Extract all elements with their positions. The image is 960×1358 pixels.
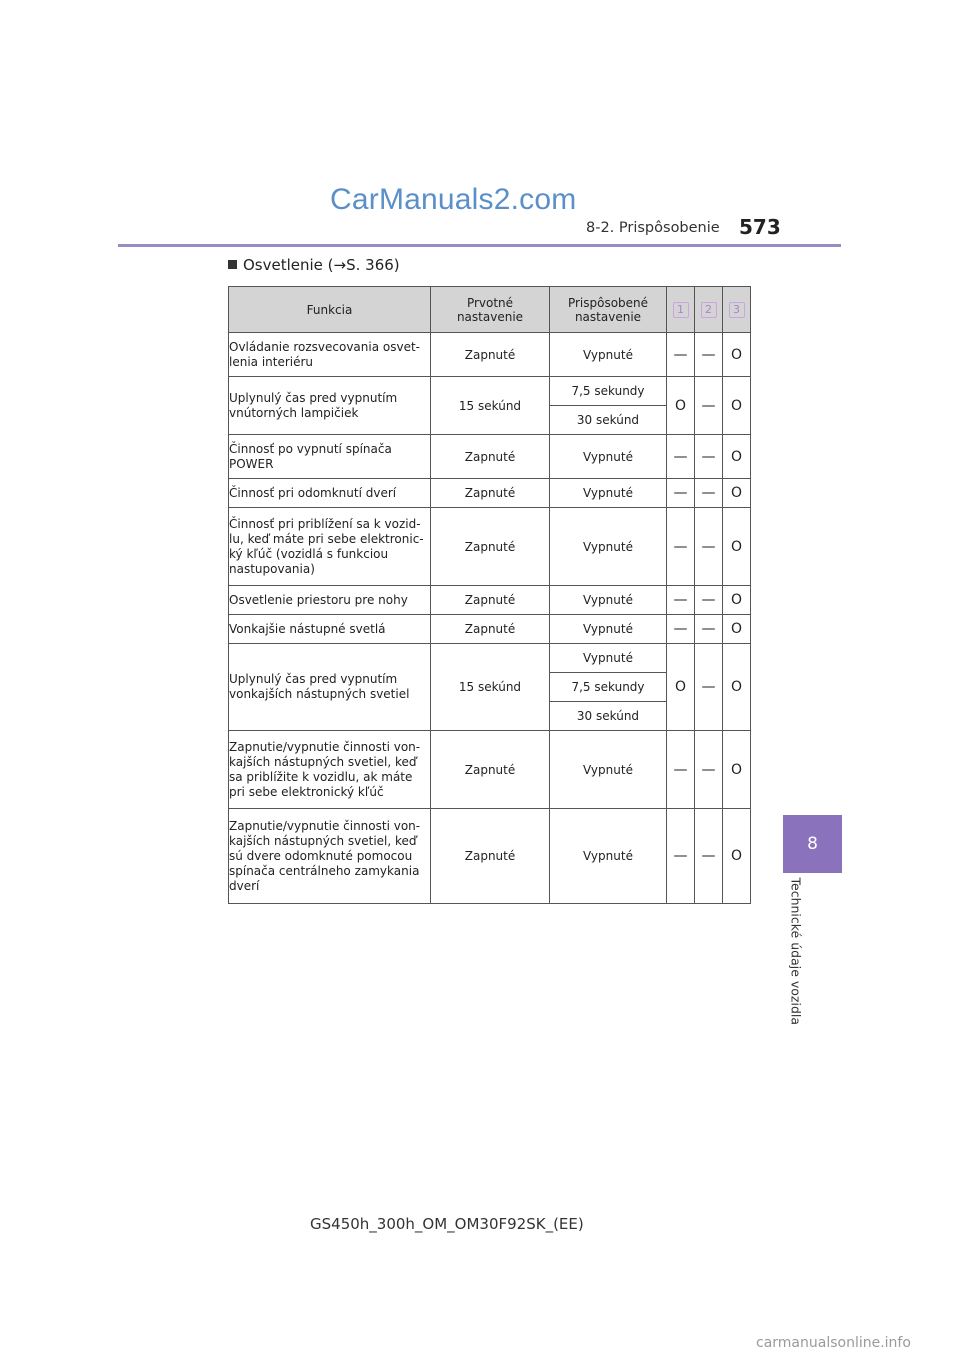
table-row (229, 508, 751, 586)
row-default: Zapnuté (431, 615, 550, 644)
row-mark-1: O (667, 377, 695, 435)
row-default: Zapnuté (431, 333, 550, 377)
section-heading-text: Osvetlenie (→S. 366) (243, 256, 400, 274)
row-custom: Vypnuté (550, 508, 667, 586)
header-col-2 (695, 287, 723, 333)
row-mark-2: — (695, 586, 723, 615)
watermark-carmanualsonline: carmanualsonline.info (756, 1335, 911, 1351)
table-row (229, 615, 751, 644)
row-custom-option: Vypnuté (550, 644, 667, 673)
row-mark-1: — (667, 435, 695, 479)
settings-table (228, 286, 751, 904)
row-default: 15 sekúnd (431, 377, 550, 435)
row-mark-3: O (723, 615, 751, 644)
row-mark-2: — (695, 508, 723, 586)
row-mark-3: O (723, 377, 751, 435)
number-3-icon: 3 (729, 302, 745, 318)
row-default: Zapnuté (431, 479, 550, 508)
row-default: 15 sekúnd (431, 644, 550, 731)
header-custom: Prispôsobené nastavenie (550, 287, 667, 333)
row-default: Zapnuté (431, 731, 550, 809)
row-function: Zapnutie/vypnutie činnosti von-kajších nástupných svetiel, keď sa priblížite k vozidlu, ak máte pri sebe elektronický kľúč (229, 731, 431, 809)
row-function: Činnosť pri odomknutí dverí (229, 479, 431, 508)
row-mark-1: O (667, 644, 695, 731)
table-row (229, 479, 751, 508)
row-mark-1: — (667, 508, 695, 586)
row-mark-1: — (667, 615, 695, 644)
row-mark-2: — (695, 479, 723, 508)
row-function: Činnosť pri priblížení sa k vozid-lu, keď máte pri sebe elektronic-ký kľúč (vozidlá s funkciou nastupovania) (229, 508, 431, 586)
table-row (229, 644, 751, 673)
table-row (229, 809, 751, 904)
row-default: Zapnuté (431, 586, 550, 615)
row-mark-2: — (695, 377, 723, 435)
row-function: Zapnutie/vypnutie činnosti von-kajších nástupných svetiel, keď sú dvere odomknuté pomocou spínača centrálneho zamykania dverí (229, 809, 431, 904)
row-mark-2: — (695, 333, 723, 377)
row-custom: Vypnuté (550, 333, 667, 377)
row-mark-2: — (695, 644, 723, 731)
header-divider (118, 244, 841, 247)
row-mark-3: O (723, 435, 751, 479)
section-heading (228, 256, 400, 274)
row-mark-3: O (723, 479, 751, 508)
number-1-icon: 1 (673, 302, 689, 318)
row-function: Uplynulý čas pred vypnutím vnútorných lampičiek (229, 377, 431, 435)
row-custom-option: 30 sekúnd (550, 702, 667, 731)
row-mark-3: O (723, 809, 751, 904)
row-mark-2: — (695, 615, 723, 644)
chapter-label-text: Technické údaje vozidla (788, 877, 804, 1026)
row-mark-3: O (723, 644, 751, 731)
row-custom: Vypnuté (550, 479, 667, 508)
row-mark-2: — (695, 731, 723, 809)
table-row (229, 377, 751, 406)
document-code: GS450h_300h_OM_OM30F92SK_(EE) (310, 1215, 584, 1233)
row-mark-2: — (695, 809, 723, 904)
row-custom-option: 30 sekúnd (550, 406, 667, 435)
row-custom: Vypnuté (550, 615, 667, 644)
row-mark-1: — (667, 809, 695, 904)
row-default: Zapnuté (431, 809, 550, 904)
row-custom-option: 7,5 sekundy (550, 377, 667, 406)
table-header-row (229, 287, 751, 333)
header-col-3 (723, 287, 751, 333)
header-function: Funkcia (229, 287, 431, 333)
row-mark-1: — (667, 333, 695, 377)
table-row (229, 586, 751, 615)
row-mark-2: — (695, 435, 723, 479)
chapter-number: 8 (807, 834, 818, 854)
row-mark-3: O (723, 508, 751, 586)
table-row (229, 333, 751, 377)
row-custom: Vypnuté (550, 809, 667, 904)
watermark-carmanuals2: CarManuals2.com (330, 183, 577, 216)
row-function: Činnosť po vypnutí spínača POWER (229, 435, 431, 479)
row-function: Uplynulý čas pred vypnutím vonkajších nástupných svetiel (229, 644, 431, 731)
table-row (229, 435, 751, 479)
row-custom: Vypnuté (550, 586, 667, 615)
row-mark-3: O (723, 586, 751, 615)
row-function: Vonkajšie nástupné svetlá (229, 615, 431, 644)
chapter-side-label (785, 877, 809, 1026)
header-col-1 (667, 287, 695, 333)
table-row (229, 731, 751, 809)
row-mark-1: — (667, 586, 695, 615)
header-default: Prvotné nastavenie (431, 287, 550, 333)
row-custom: Vypnuté (550, 731, 667, 809)
section-title: 8-2. Prispôsobenie (586, 220, 720, 236)
row-function: Osvetlenie priestoru pre nohy (229, 586, 431, 615)
row-mark-3: O (723, 333, 751, 377)
row-custom-option: 7,5 sekundy (550, 673, 667, 702)
chapter-tab[interactable] (783, 815, 842, 873)
page-number: 573 (739, 215, 781, 239)
row-mark-1: — (667, 479, 695, 508)
number-2-icon: 2 (701, 302, 717, 318)
row-mark-3: O (723, 731, 751, 809)
row-custom: Vypnuté (550, 435, 667, 479)
row-function: Ovládanie rozsvecovania osvet-lenia interiéru (229, 333, 431, 377)
row-default: Zapnuté (431, 508, 550, 586)
row-mark-1: — (667, 731, 695, 809)
row-default: Zapnuté (431, 435, 550, 479)
square-bullet-icon (228, 260, 237, 269)
